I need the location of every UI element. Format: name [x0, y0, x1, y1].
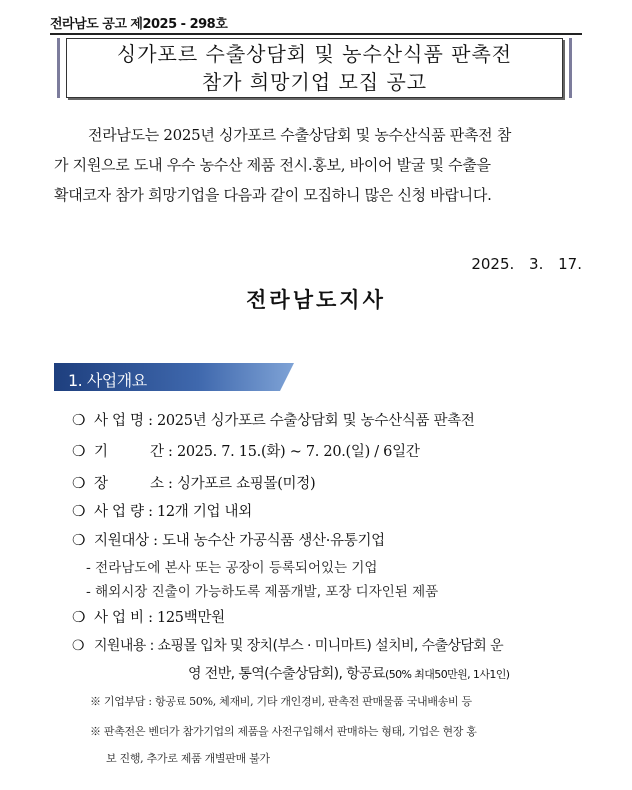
intro-line-1: 전라남도는 2025년 싱가포르 수출상담회 및 농수산식품 판촉전 참 [88, 126, 512, 144]
title-frame-right [569, 38, 572, 98]
circle-bullet-icon: ❍ [72, 531, 86, 549]
note-company-burden: ※ 기업부담 : 항공료 50%, 체재비, 기타 개인경비, 판촉전 판매물품 국내배송비 등 [90, 695, 472, 708]
intro-paragraph [54, 120, 584, 210]
title-line-1: 싱가포르 수출상담회 및 농수산식품 판촉전 [116, 42, 513, 66]
circle-bullet-icon: ❍ [72, 474, 86, 492]
item-target: ❍ 지원대상 : 도내 농수산 가공식품 생산·유통기업 [72, 531, 385, 549]
item-project-name: ❍ 사 업 명 : 2025년 싱가포르 수출상담회 및 농수산식품 판촉전 [72, 411, 475, 429]
item-budget: ❍ 사 업 비 : 125백만원 [72, 608, 225, 626]
intro-line-2: 가 지원으로 도내 우수 농수산 제품 전시.홍보, 바이어 발굴 및 수출을 [54, 156, 491, 174]
notice-number: 전라남도 공고 제2025 - 298호 [50, 17, 228, 32]
circle-bullet-icon: ❍ [72, 638, 84, 654]
target-sub-2: - 해외시장 진출이 가능하도록 제품개발, 포장 디자인된 제품 [86, 584, 439, 600]
item-volume: ❍ 사 업 량 : 12개 기업 내외 [72, 502, 252, 520]
item-period: ❍ 기 간 : 2025. 7. 15.(화) ~ 7. 20.(일) / 6일간 [72, 442, 420, 460]
issuer: 전라남도지사 [246, 288, 386, 312]
circle-bullet-icon: ❍ [72, 442, 86, 460]
item-place: ❍ 장 소 : 싱가포르 쇼핑몰(미정) [72, 474, 316, 492]
intro-line-3: 확대코자 참가 희망기업을 다음과 같이 모집하니 많은 신청 바랍니다. [54, 186, 492, 204]
title-line-2: 참가 희망기업 모집 공고 [201, 70, 428, 94]
notice-date: 2025. 3. 17. [471, 255, 582, 273]
section-title: 1. 사업개요 [68, 371, 147, 390]
circle-bullet-icon: ❍ [72, 411, 86, 429]
target-sub-1: - 전라남도에 본사 또는 공장이 등록되어있는 기업 [86, 560, 378, 576]
note-sales-line-2: 보 진행, 추가로 제품 개별판매 불가 [106, 752, 270, 765]
item-support [72, 632, 592, 689]
circle-bullet-icon: ❍ [72, 608, 86, 626]
support-line-2: 영 전반, 통역(수출상담회), 항공료(50% 최대50만원, 1사1인) [188, 666, 510, 682]
title-box [66, 38, 563, 98]
title-frame-left [57, 38, 60, 98]
support-line-1: ❍ 지원내용 : 쇼핑몰 입차 및 장치(부스 · 미니마트) 설치비, 수출상담회 운 [72, 632, 592, 660]
circle-bullet-icon: ❍ [72, 502, 86, 520]
header-rule [50, 33, 582, 35]
note-sales-line-1: ※ 판촉전은 벤더가 참가기업의 제품을 사전구입해서 판매하는 형태, 기업은 현장 홍 [90, 725, 477, 738]
